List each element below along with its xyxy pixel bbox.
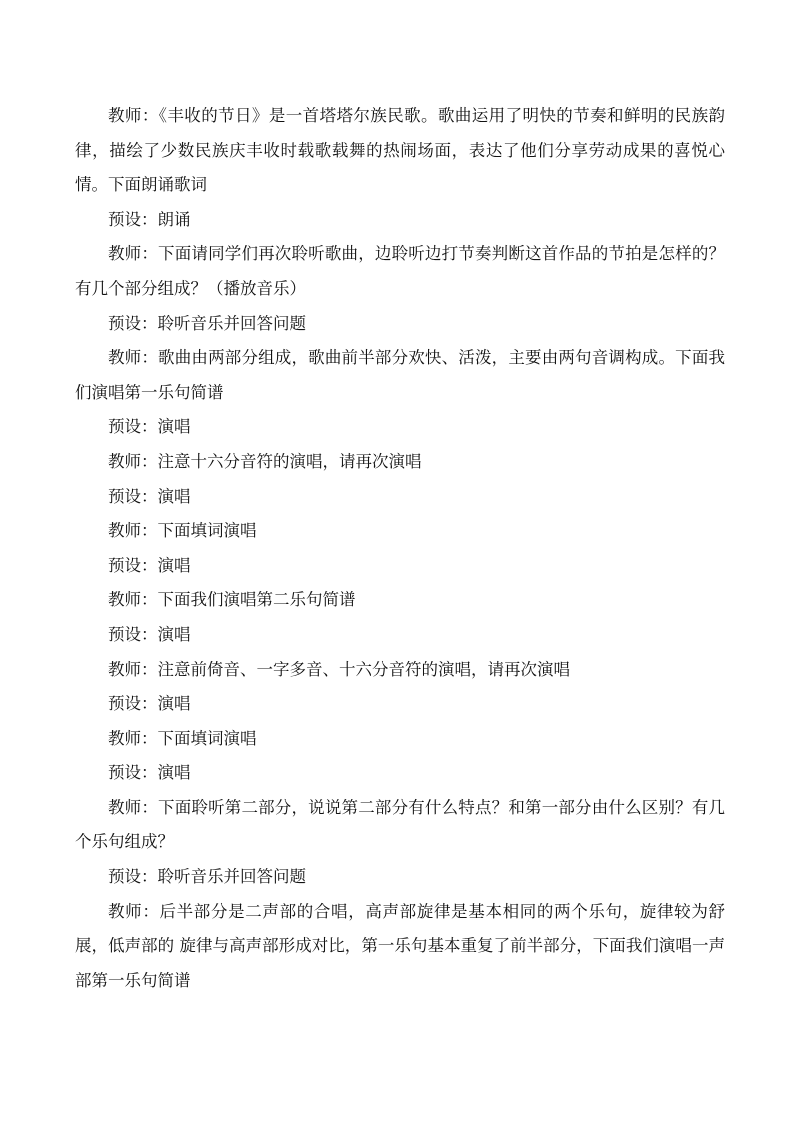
document-body	[75, 99, 725, 998]
paragraph-preset: 预设：聆听音乐并回答问题	[108, 313, 306, 333]
paragraph-teacher: 教师：下面聆听第二部分，说说第二部分有什么特点？和第一部分由什么区别？有几个乐句组成？	[75, 797, 725, 852]
paragraph-teacher: 教师：下面填词演唱	[108, 521, 257, 541]
paragraph-teacher: 教师：下面填词演唱	[108, 728, 257, 748]
paragraph-preset: 预设：演唱	[108, 624, 191, 644]
paragraph-teacher: 教师：歌曲由两部分组成，歌曲前半部分欢快、活泼，主要由两句音调构成。下面我们演唱第一乐句简谱	[75, 348, 725, 402]
paragraph-teacher: 教师：下面请同学们再次聆听歌曲，边聆听边打节奏判断这首作品的节拍是怎样的？有几个部分组成？（播放音乐）	[75, 244, 725, 298]
paragraph-preset: 预设：朗诵	[108, 209, 191, 229]
paragraph-teacher: 教师：下面我们演唱第二乐句简谱	[108, 590, 356, 610]
paragraph-preset: 预设：聆听音乐并回答问题	[108, 867, 306, 887]
paragraph-preset: 预设：演唱	[108, 763, 191, 783]
paragraph-preset: 预设：演唱	[108, 486, 191, 506]
paragraph-teacher: 教师：注意十六分音符的演唱，请再次演唱	[108, 451, 422, 471]
paragraph-preset: 预设：演唱	[108, 694, 191, 714]
paragraph-teacher: 教师：注意前倚音、一字多音、十六分音符的演唱，请再次演唱	[108, 659, 570, 679]
paragraph-preset: 预设：演唱	[108, 555, 191, 575]
paragraph-teacher: 教师：后半部分是二声部的合唱，高声部旋律是基本相同的两个乐句，旋律较为舒展，低声部的 旋律与高声部形成对比，第一乐句基本重复了前半部分，下面我们演唱一声部第一乐句简谱	[75, 901, 725, 990]
paragraph-teacher-intro: 教师：《丰收的节日》是一首塔塔尔族民歌。歌曲运用了明快的节奏和鲜明的民族韵律，描绘了少数民族庆丰收时载歌载舞的热闹场面，表达了他们分享劳动成果的喜悦心情。下面朗诵歌词	[75, 106, 725, 195]
paragraph-preset: 预设：演唱	[108, 417, 191, 437]
